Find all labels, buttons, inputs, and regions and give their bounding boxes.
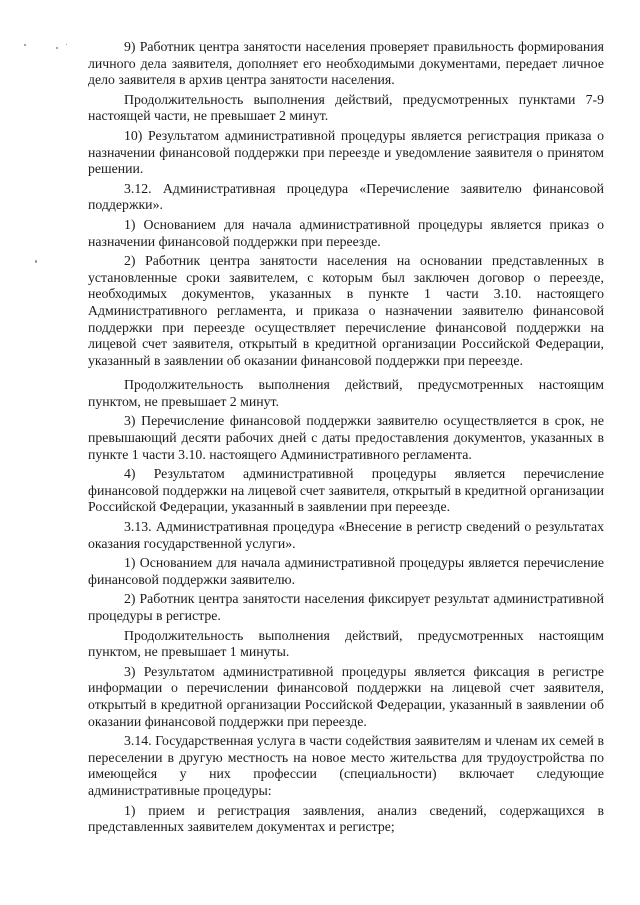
paragraph: 2) Работник центра занятости населения на основании представленных в установленные сроки заявителем, с которым был заключен договор о переезде, необходимых документов, указанных в пункте 1 части 3.10. настоящего Административного регламента, и приказа о назначении заявителю финансовой поддержки при переезде осуществляет перечисление финансовой поддержки на лицевой счет заявителя, открытый в кредитной организации Российской Федерации, указанный в заявлении об оказании финансовой поддержки при переезде. bbox=[88, 253, 604, 368]
scan-speck bbox=[56, 47, 58, 49]
section-heading-3-12: 3.12. Административная процедура «Перечисление заявителю финансовой поддержки». bbox=[88, 180, 604, 213]
paragraph: 4) Результатом административной процедуры является перечисление финансовой поддержки на лицевой счет заявителя, открытый в кредитной организации Российской Федерации, указанный в заявлении при переезде. bbox=[88, 466, 604, 515]
section-heading-3-14: 3.14. Государственная услуга в части содействия заявителям и членам их семей в переселении в другую местность на новое место жительства для трудоустройства по имеющейся у них профессии (специальности) включает следующие административные процедуры: bbox=[88, 733, 604, 798]
paragraph: 10) Результатом административной процедуры является регистрация приказа о назначении финансовой поддержки при переезде и уведомление заявителя о принятом решении. bbox=[88, 127, 604, 177]
scan-speck bbox=[66, 44, 67, 45]
paragraph: 3) Результатом административной процедуры является фиксация в регистре информации о перечислении финансовой поддержки на лицевой счет заявителя, открытый в кредитной организации Российской Федерации, указанный в заявлении об оказании финансовой поддержки при переезде. bbox=[88, 663, 604, 729]
paragraph: Продолжительность выполнения действий, предусмотренных настоящим пунктом, не превышает 2 минут. bbox=[88, 377, 604, 409]
document-page bbox=[88, 39, 604, 839]
scan-speck bbox=[35, 260, 37, 263]
paragraph: Продолжительность выполнения действий, предусмотренных настоящим пунктом, не превышает 1 минуты. bbox=[88, 627, 604, 660]
paragraph: 3) Перечисление финансовой поддержки заявителю осуществляется в срок, не превышающий десяти рабочих дней с даты предоставления документов, указанных в пункте 1 части 3.10. настоящего Административного регламента. bbox=[88, 413, 604, 462]
paragraph: 1) Основанием для начала административной процедуры является перечисление финансовой поддержки заявителю. bbox=[88, 555, 604, 587]
section-heading-3-13: 3.13. Административная процедура «Внесение в регистр сведений о результатах оказания государственной услуги». bbox=[88, 519, 604, 551]
paragraph: 1) Основанием для начала административной процедуры является приказ о назначении финансовой поддержки при переезде. bbox=[88, 216, 604, 249]
paragraph: 2) Работник центра занятости населения фиксирует результат административной процедуры в регистре. bbox=[88, 591, 604, 623]
scan-speck bbox=[24, 44, 26, 46]
paragraph: 9) Работник центра занятости населения проверяет правильность формирования личного дела заявителя, дополняет его необходимыми документами, передает личное дело заявителя в архив центра занятости населения. bbox=[88, 39, 604, 88]
paragraph: Продолжительность выполнения действий, предусмотренных пунктами 7-9 настоящей части, не превышает 2 минут. bbox=[88, 91, 604, 124]
paragraph: 1) прием и регистрация заявления, анализ сведений, содержащихся в представленных заявителем документах и регистре; bbox=[88, 802, 604, 835]
